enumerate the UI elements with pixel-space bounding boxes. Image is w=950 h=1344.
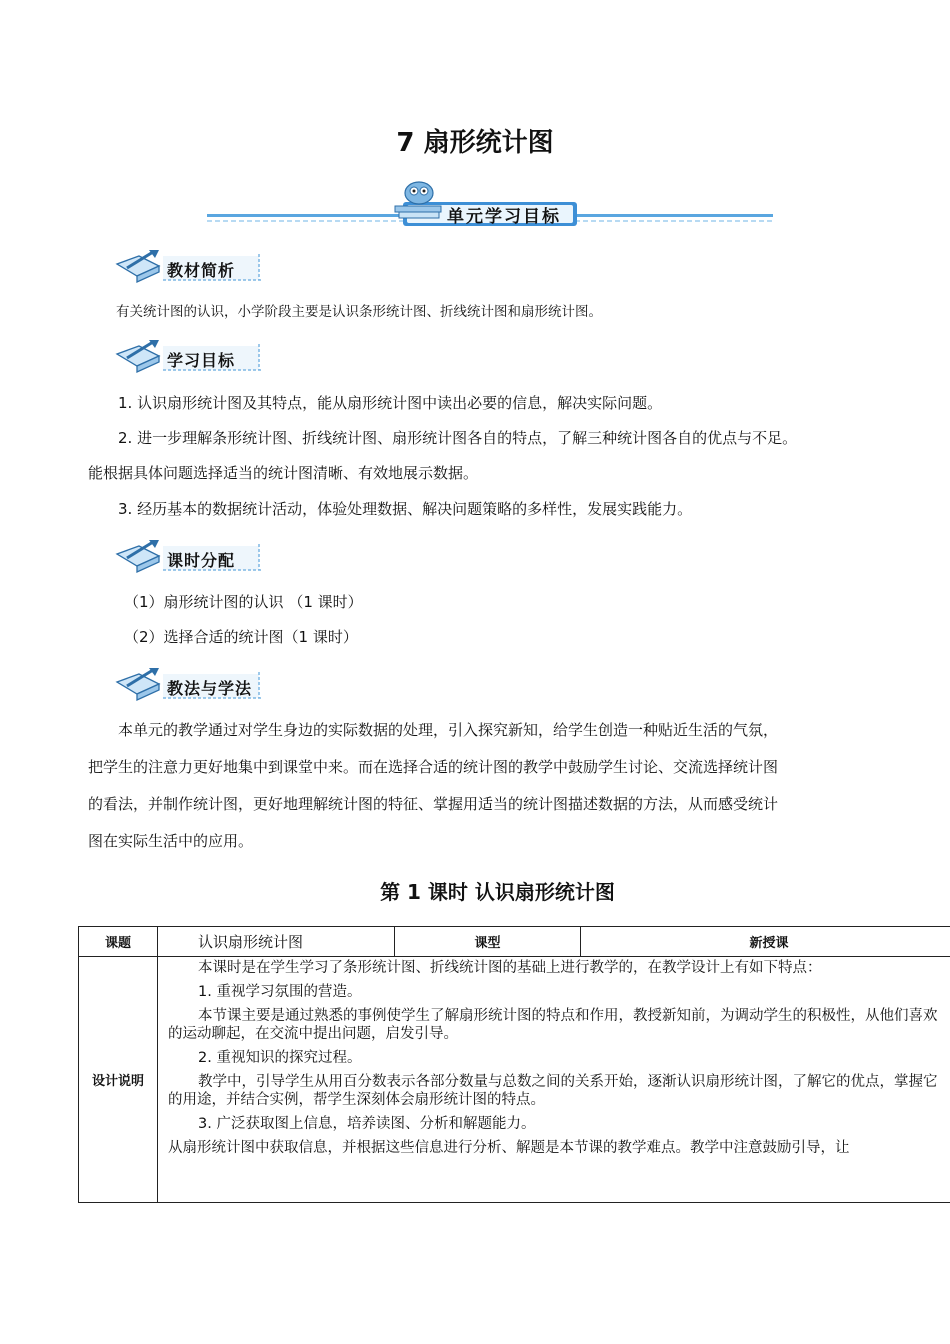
hours-item: （1）扇形统计图的认识 （1 课时） (124, 593, 363, 611)
type-label: 课型 (395, 927, 581, 957)
design-description (158, 957, 950, 1203)
section-label-analysis: 教材简析 (167, 261, 236, 280)
analysis-text: 有关统计图的认识，小学阶段主要是认识条形统计图、折线统计图和扇形统计图。 (116, 304, 602, 320)
design-line: 从扇形统计图中获取信息，并根据这些信息进行分析、解题是本节课的教学难点。教学中注意鼓励引导，让 (168, 1140, 850, 1156)
design-line: 本节课主要是通过熟悉的事例使学生了解扇形统计图的特点和作用，教授新知前，为调动学生的积极性，从他们喜欢的运动聊起，在交流中提出问题，启发引导。 (168, 1008, 938, 1042)
methods-line: 的看法，并制作统计图，更好地理解统计图的特征、掌握用适当的统计图描述数据的方法，从而感受统计 (88, 795, 779, 813)
lesson-title: 第 1 课时 认识扇形统计图 (380, 880, 615, 904)
hours-item: （2）选择合适的统计图（1 课时） (124, 628, 358, 646)
methods-line: 本单元的教学通过对学生身边的实际数据的处理，引入探究新知，给学生创造一种贴近生活的气氛， (88, 721, 779, 739)
topic-label: 课题 (79, 927, 158, 957)
type-value: 新授课 (581, 927, 950, 957)
section-label-methods: 教法与学法 (167, 679, 253, 698)
section-header-analysis (113, 250, 273, 284)
methods-line: 把学生的注意力更好地集中到课堂中来。而在选择合适的统计图的教学中鼓励学生讨论、交流选择统计图 (88, 758, 779, 776)
design-label: 设计说明 (79, 957, 158, 1203)
section-header-hours (113, 540, 273, 574)
mascot-icon (395, 182, 441, 218)
lesson-plan-table (78, 926, 950, 1203)
goal-item-continued: 能根据具体问题选择适当的统计图清晰、有效地展示数据。 (88, 464, 479, 482)
banner-label: 单元学习目标 (447, 207, 561, 227)
unit-banner (207, 180, 773, 230)
section-label-goals: 学习目标 (167, 351, 236, 370)
design-line: 1. 重视学习氛围的营造。 (198, 984, 362, 1000)
section-header-goals (113, 340, 273, 374)
design-line: 教学中，引导学生从用百分数表示各部分数量与总数之间的关系开始，逐渐认识扇形统计图，了解它的优点，掌握它的用途，并结合实例，帮学生深刻体会扇形统计图的特点。 (168, 1074, 938, 1108)
design-line: 3. 广泛获取图上信息，培养读图、分析和解题能力。 (198, 1116, 536, 1132)
goal-item: 3. 经历基本的数据统计活动，体验处理数据、解决问题策略的多样性，发展实践能力。 (118, 500, 693, 518)
section-header-methods (113, 668, 273, 702)
design-line: 2. 重视知识的探究过程。 (198, 1050, 362, 1066)
goal-item: 1. 认识扇形统计图及其特点，能从扇形统计图中读出必要的信息，解决实际问题。 (118, 394, 663, 412)
design-line: 本课时是在学生学习了条形统计图、折线统计图的基础上进行教学的，在教学设计上有如下特点： (198, 960, 822, 976)
topic-value: 认识扇形统计图 (158, 927, 395, 957)
page-title: 7 扇形统计图 (396, 128, 554, 158)
section-label-hours: 课时分配 (167, 551, 236, 570)
goal-item: 2. 进一步理解条形统计图、折线统计图、扇形统计图各自的特点，了解三种统计图各自的优点与不足。 (118, 429, 798, 447)
methods-line: 图在实际生活中的应用。 (88, 832, 254, 850)
